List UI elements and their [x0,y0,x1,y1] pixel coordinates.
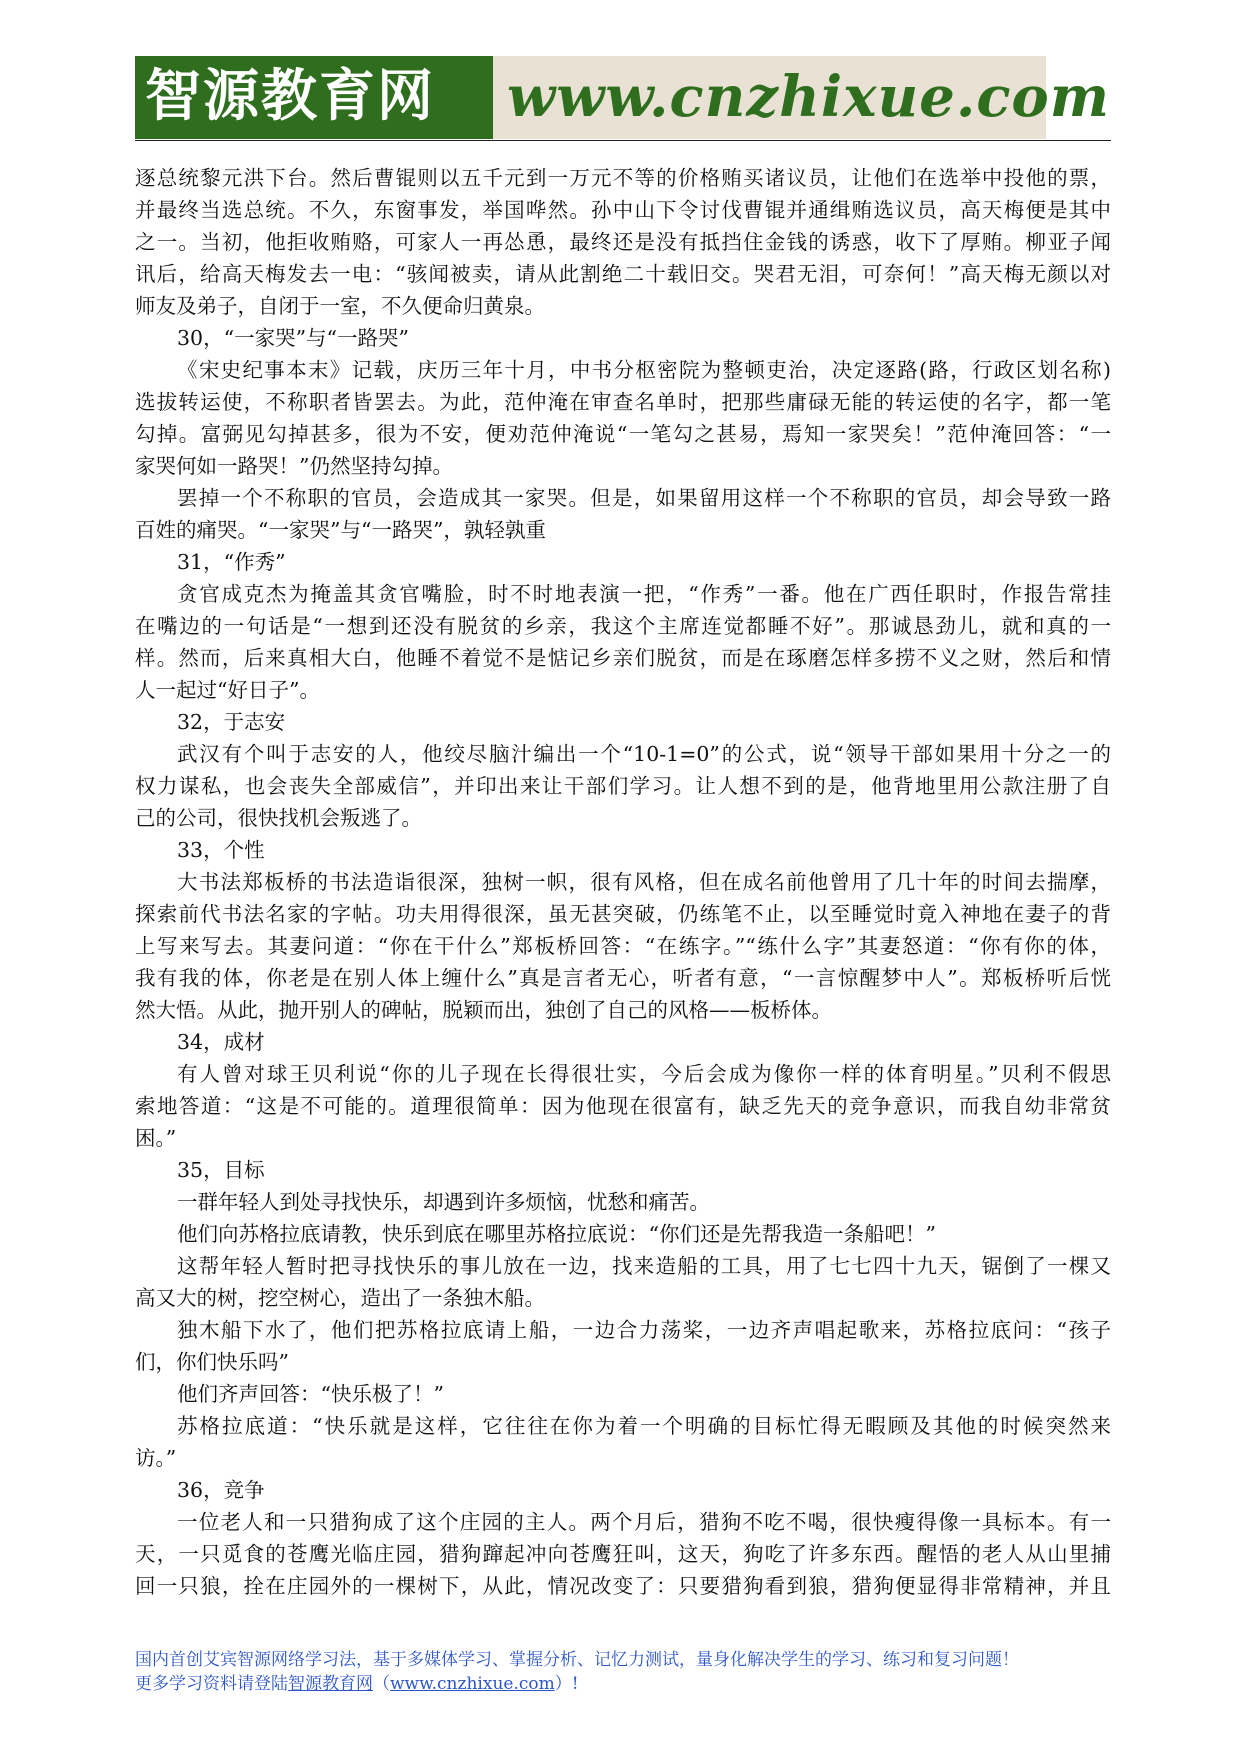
footer-paren-open: （ [373,1674,390,1694]
text-line: 34，成材 [177,1030,265,1054]
text-line: 我有我的体，你老是在别人体上缠什么”真是言者无心，听者有意，“一言惊醒梦中人”。郑板桥听后恍 [135,966,1111,990]
text-line: 困。” [135,1126,177,1150]
text-line: 这帮年轻人暂时把寻找快乐的事儿放在一边，找来造船的工具，用了七七四十九天，锯倒了一棵又 [177,1254,1111,1278]
text-line: 武汉有个叫于志安的人，他绞尽脑汁编出一个“10-1=0”的公式，说“领导干部如果用十分之一的 [177,742,1111,766]
text-line: 回一只狼，拴在庄园外的一棵树下，从此，情况改变了：只要猎狗看到狼，猎狗便显得非常精神，并且 [135,1574,1111,1598]
text-line: 他们向苏格拉底请教，快乐到底在哪里苏格拉底说：“你们还是先帮我造一条船吧！” [177,1222,936,1246]
text-line: 选拔转运使，不称职者皆罢去。为此，范仲淹在审查名单时，把那些庸碌无能的转运使的名字，都一笔 [135,390,1111,414]
footer-promo: 国内首创艾宾智源网络学习法，基于多媒体学习、掌握分析、记忆力测试，量身化解决学生的学习、练习和复习问题！ [135,1650,1019,1670]
site-url: www.cnzhixue.com [507,64,1111,130]
text-line: 们，你们快乐吗” [135,1350,289,1374]
footer-site-link[interactable]: 智源教育网 [288,1674,373,1694]
text-line: 一群年轻人到处寻找快乐，却遇到许多烦恼，忧愁和痛苦。 [177,1190,710,1214]
text-line: 独木船下水了，他们把苏格拉底请上船，一边合力荡桨，一边齐声唱起歌来，苏格拉底问：“孩子 [177,1318,1111,1342]
text-line: 33，个性 [177,838,265,862]
text-line: 他们齐声回答：“快乐极了！” [177,1382,444,1406]
footer-url-link[interactable]: www.cnzhixue.com [390,1674,555,1694]
text-line: 上写来写去。其妻问道：“你在干什么”郑板桥回答：“在练字。”“练什么字”其妻怒道：“你有你的体， [135,934,1111,958]
text-line: 有人曾对球王贝利说“你的儿子现在长得很壮实，今后会成为像你一样的体育明星。”贝利不假思 [177,1062,1111,1086]
header-banner [135,56,1111,139]
site-logo [135,56,493,139]
text-line: 探索前代书法名家的字帖。功夫用得很深，虽无甚突破，仍练笔不止，以至睡觉时竟入神地在妻子的背 [135,902,1111,926]
text-line: 访。” [135,1446,177,1470]
text-line: 师友及弟子，自闭于一室，不久便命归黄泉。 [135,294,545,318]
text-line: 苏格拉底道：“快乐就是这样，它往往在你为着一个明确的目标忙得无暇顾及其他的时候突然来 [177,1414,1111,1438]
text-line: 家哭何如一路哭！”仍然坚持勾掉。 [135,454,453,478]
text-line: 30，“一家哭”与“一路哭” [177,326,410,350]
text-line: 索地答道：“这是不可能的。道理很简单：因为他现在很富有，缺乏先天的竞争意识，而我自幼非常贫 [135,1094,1111,1118]
text-line: 36，竞争 [177,1478,265,1502]
page-footer [135,1648,1111,1696]
text-line: 高又大的树，挖空树心，造出了一条独木船。 [135,1286,545,1310]
text-line: 样。然而，后来真相大白，他睡不着觉不是惦记乡亲们脱贫，而是在琢磨怎样多捞不义之财，然后和情 [135,646,1111,670]
text-line: 罢掉一个不称职的官员，会造成其一家哭。但是，如果留用这样一个不称职的官员，却会导致一路 [177,486,1111,510]
footer-paren-close: ）! [554,1674,579,1694]
logo-text: 智源教育网 [145,64,435,129]
text-line: 31，“作秀” [177,550,286,574]
text-line: 《宋史纪事本末》记载，庆历三年十月，中书分枢密院为整顿吏治，决定逐路(路，行政区划名称) [177,358,1111,382]
text-line: 一位老人和一只猎狗成了这个庄园的主人。两个月后，猎狗不吃不喝，很快瘦得像一具标本。有一 [177,1510,1111,1534]
document-body [135,162,1111,1602]
text-line: 天，一只觅食的苍鹰光临庄园，猎狗蹿起冲向苍鹰狂叫，这天，狗吃了许多东西。醒悟的老人从山里捕 [135,1542,1111,1566]
text-line: 人一起过“好日子”。 [135,678,320,702]
header-divider [135,140,1111,141]
text-line: 逐总统黎元洪下台。然后曹锟则以五千元到一万元不等的价格贿买诸议员，让他们在选举中投他的票， [135,166,1111,190]
text-line: 己的公司，很快找机会叛逃了。 [135,806,422,830]
footer-more [135,1672,1111,1696]
text-line: 之一。当初，他拒收贿赂，可家人一再怂恿，最终还是没有抵挡住金钱的诱惑，收下了厚贿。柳亚子闻 [135,230,1111,254]
text-line: 35，目标 [177,1158,265,1182]
text-line: 大书法郑板桥的书法造诣很深，独树一帜，很有风格，但在成名前他曾用了几十年的时间去揣摩， [177,870,1111,894]
text-line: 讯后，给高天梅发去一电：“骇闻被卖，请从此割绝二十载旧交。哭君无泪，可奈何！”高天梅无颜以对 [135,262,1111,286]
text-line: 勾掉。富弼见勾掉甚多，很为不安，便劝范仲淹说“一笔勾之甚易，焉知一家哭矣！”范仲淹回答：“一 [135,422,1111,446]
footer-more-prefix: 更多学习资料请登陆 [135,1674,288,1694]
text-line: 32，于志安 [177,710,286,734]
text-line: 然大悟。从此，抛开别人的碑帖，脱颖而出，独创了自己的风格——板桥体。 [135,998,832,1022]
text-line: 贪官成克杰为掩盖其贪官嘴脸，时不时地表演一把，“作秀”一番。他在广西任职时，作报告常挂 [177,582,1111,606]
text-line: 并最终当选总统。不久，东窗事发，举国哗然。孙中山下令讨伐曹锟并通缉贿选议员，高天梅便是其中 [135,198,1111,222]
text-line: 权力谋私，也会丧失全部威信”，并印出来让干部们学习。让人想不到的是，他背地里用公款注册了自 [135,774,1111,798]
text-line: 在嘴边的一句话是“一想到还没有脱贫的乡亲，我这个主席连觉都睡不好”。那诚恳劲儿，就和真的一 [135,614,1111,638]
text-line: 百姓的痛哭。“一家哭”与“一路哭”，孰轻孰重 [135,518,546,542]
